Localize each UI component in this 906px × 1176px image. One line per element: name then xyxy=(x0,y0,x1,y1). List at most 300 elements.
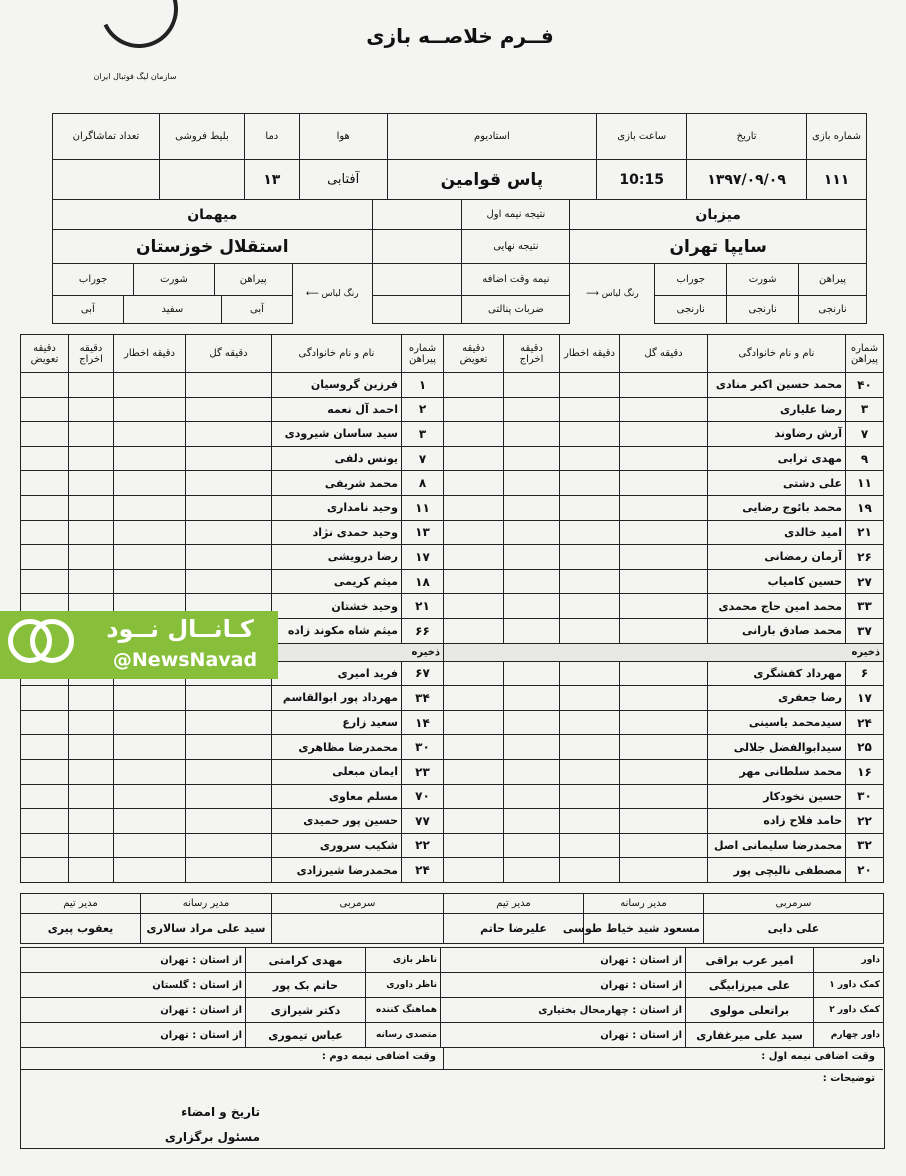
home-sub-cell xyxy=(444,710,504,735)
home-header-sendoff: دقیقه اخراج xyxy=(504,335,560,373)
home-player-name: رضا علیاری xyxy=(708,397,846,422)
player-row xyxy=(21,710,444,735)
home-sendoff-cell xyxy=(504,545,560,570)
official-role: متصدی رسانه xyxy=(366,1023,441,1048)
home-player-number: ۳ xyxy=(846,397,884,422)
away-warning-cell xyxy=(114,422,186,447)
home-player-name: مهرداد کفشگری xyxy=(708,661,846,686)
home-header-name: نام و نام خانوادگی xyxy=(708,335,846,373)
home-warning-cell xyxy=(560,569,620,594)
away-player-name: محمد شریفی xyxy=(272,471,402,496)
home-kit-shirt-value: نارنجی xyxy=(799,296,867,324)
away-goal-cell xyxy=(186,858,272,883)
from-province-label: از استان : xyxy=(192,1004,242,1016)
home-goal-cell xyxy=(620,833,708,858)
away-sendoff-cell xyxy=(69,686,114,711)
away-player-number: ۲ xyxy=(402,397,444,422)
home-sub-cell xyxy=(444,661,504,686)
away-goal-cell xyxy=(186,809,272,834)
home-player-name: محمدرضا سلیمانی اصل xyxy=(708,833,846,858)
away-kit-shorts-label: شورت xyxy=(134,264,215,295)
away-player-name: وحید نامداری xyxy=(272,495,402,520)
home-sub-cell xyxy=(444,422,504,447)
home-sendoff-cell xyxy=(504,495,560,520)
referee-province xyxy=(441,998,686,1023)
home-warning-cell xyxy=(560,471,620,496)
home-player-name: مهدی ترابی xyxy=(708,446,846,471)
away-sub-cell xyxy=(21,809,69,834)
home-sub-cell xyxy=(444,495,504,520)
value-stadium: پاس قوامین xyxy=(387,160,597,200)
sign-official: مسئول برگزاری xyxy=(164,1130,260,1144)
home-warning-cell xyxy=(560,446,620,471)
away-goal-cell xyxy=(186,520,272,545)
away-player-name: سعید زارع xyxy=(272,710,402,735)
away-warning-cell xyxy=(114,686,186,711)
home-warning-cell xyxy=(560,858,620,883)
label-weather: هوا xyxy=(299,114,387,160)
home-sendoff-cell xyxy=(504,422,560,447)
value-weather: آفتابی xyxy=(299,160,387,200)
home-sub-cell xyxy=(444,373,504,398)
home-label: میزبان xyxy=(570,200,867,230)
away-media: سید علی مراد سالاری xyxy=(141,914,272,944)
player-row xyxy=(21,446,444,471)
referee-row xyxy=(21,1023,884,1048)
result-final-value xyxy=(372,230,462,264)
referee-province xyxy=(441,973,686,998)
away-kit-shirt-value: آبی xyxy=(222,296,292,323)
home-goal-cell xyxy=(620,520,708,545)
home-sendoff-cell xyxy=(504,661,560,686)
watermark-banner xyxy=(0,611,278,679)
away-player-number: ۱۷ xyxy=(402,545,444,570)
referee-name: سید علی میرغفاری xyxy=(686,1023,814,1048)
home-warning-cell xyxy=(560,373,620,398)
player-row xyxy=(21,545,444,570)
home-players-table xyxy=(443,334,884,883)
home-player-name: رضا جعفری xyxy=(708,686,846,711)
extra-line xyxy=(20,1069,883,1070)
home-warning-cell xyxy=(560,661,620,686)
logo-caption: سازمان لیگ فوتبال ایران xyxy=(93,72,177,81)
home-sendoff-cell xyxy=(504,373,560,398)
away-player-name: محمدرضا شیرزادی xyxy=(272,858,402,883)
away-goal-cell xyxy=(186,784,272,809)
referee-row xyxy=(21,998,884,1023)
label-tickets: بلیط فروشی xyxy=(159,114,244,160)
away-player-number: ۱۱ xyxy=(402,495,444,520)
home-header-goal: دقیقه گل xyxy=(620,335,708,373)
staff-table xyxy=(20,893,884,944)
away-kit-headers xyxy=(53,264,293,296)
away-player-number: ۷ xyxy=(402,446,444,471)
referee-name: براتعلی مولوی xyxy=(686,998,814,1023)
away-player-name: مهرداد پور ابوالقاسم xyxy=(272,686,402,711)
home-sub-cell xyxy=(444,397,504,422)
extra-first-half: وقت اضافی نیمه اول : xyxy=(761,1051,875,1062)
referee-province xyxy=(441,1023,686,1048)
home-player-number: ۲۱ xyxy=(846,520,884,545)
home-player-number: ۷ xyxy=(846,422,884,447)
result-label-first-half: نتیجه نیمه اول xyxy=(462,200,570,230)
home-sub-cell xyxy=(444,759,504,784)
away-player-number: ۳۴ xyxy=(402,686,444,711)
away-goal-cell xyxy=(186,686,272,711)
away-header-sendoff: دقیقه اخراج xyxy=(69,335,114,373)
home-player-number: ۲۴ xyxy=(846,710,884,735)
away-team-name: استقلال خوزستان xyxy=(53,230,373,264)
home-player-number: ۱۷ xyxy=(846,686,884,711)
from-province-label: از استان : xyxy=(192,954,242,966)
from-province-label: از استان : xyxy=(192,979,242,991)
teams-table xyxy=(52,199,867,324)
home-sub-cell xyxy=(444,545,504,570)
away-label: میهمان xyxy=(53,200,373,230)
home-sendoff-cell xyxy=(504,471,560,496)
away-kit-label-text: رنگ لباس xyxy=(321,288,359,299)
home-player-number: ۲۷ xyxy=(846,569,884,594)
player-row xyxy=(444,735,884,760)
home-player-name: محمد امین حاج محمدی xyxy=(708,594,846,619)
value-time: 10:15 xyxy=(597,160,687,200)
away-player-number: ۱۴ xyxy=(402,710,444,735)
home-goal-cell xyxy=(620,594,708,619)
away-sub-cell xyxy=(21,520,69,545)
home-sendoff-cell xyxy=(504,594,560,619)
home-warning-cell xyxy=(560,397,620,422)
player-row xyxy=(444,710,884,735)
home-player-name: محمد سلطانی مهر xyxy=(708,759,846,784)
away-sub-cell xyxy=(21,569,69,594)
result-penalty-value xyxy=(372,296,462,324)
player-row xyxy=(21,759,444,784)
away-header-goal: دقیقه گل xyxy=(186,335,272,373)
away-sendoff-cell xyxy=(69,397,114,422)
home-kit-shorts-value: نارنجی xyxy=(727,296,799,324)
home-sub-cell xyxy=(444,618,504,643)
away-warning-cell xyxy=(114,446,186,471)
home-player-number: ۳۷ xyxy=(846,618,884,643)
home-warning-cell xyxy=(560,710,620,735)
official-province xyxy=(21,948,246,973)
away-warning-cell xyxy=(114,495,186,520)
official-role: ناظر بازی xyxy=(366,948,441,973)
match-info-table xyxy=(52,113,867,200)
away-sub-cell xyxy=(21,446,69,471)
away-player-name: میثم شاه مکوند زاده xyxy=(272,618,402,643)
away-goal-cell xyxy=(186,735,272,760)
referee-name: امیر عرب براقی xyxy=(686,948,814,973)
home-manager: علیرضا حاتم xyxy=(444,914,584,944)
away-player-number: ۲۴ xyxy=(402,858,444,883)
home-player-name: علی دشتی xyxy=(708,471,846,496)
home-sendoff-cell xyxy=(504,710,560,735)
away-sendoff-cell xyxy=(69,471,114,496)
home-sub-cell xyxy=(444,471,504,496)
player-row xyxy=(21,569,444,594)
player-row xyxy=(444,422,884,447)
player-row xyxy=(444,520,884,545)
watermark-ring-icon-2 xyxy=(30,619,74,663)
official-role: هماهنگ کننده xyxy=(366,998,441,1023)
away-player-number: ۱۸ xyxy=(402,569,444,594)
away-sub-cell xyxy=(21,833,69,858)
home-goal-cell xyxy=(620,735,708,760)
home-goal-cell xyxy=(620,618,708,643)
away-sendoff-cell xyxy=(69,569,114,594)
away-sendoff-cell xyxy=(69,809,114,834)
home-goal-cell xyxy=(620,686,708,711)
home-sendoff-cell xyxy=(504,759,560,784)
home-reserve-label: ذخیره xyxy=(444,643,884,661)
player-row xyxy=(21,858,444,883)
away-players-table xyxy=(20,334,444,883)
home-goal-cell xyxy=(620,471,708,496)
player-row xyxy=(444,545,884,570)
extra-second-half: وقت اضافی نیمه دوم : xyxy=(321,1051,436,1062)
home-player-name: آرمان رمضانی xyxy=(708,545,846,570)
away-manager: یعقوب پیری xyxy=(21,914,141,944)
official-role: ناظر داوری xyxy=(366,973,441,998)
result-extra-value xyxy=(372,264,462,296)
home-sendoff-cell xyxy=(504,735,560,760)
away-player-number: ۱ xyxy=(402,373,444,398)
result-label-extra: نیمه وقت اضافه xyxy=(462,264,570,296)
sign-date: تاریخ و امضاء xyxy=(181,1105,260,1119)
home-warning-cell xyxy=(560,759,620,784)
player-row xyxy=(444,594,884,619)
home-header-sub: دقیقه تعویض xyxy=(444,335,504,373)
away-warning-cell xyxy=(114,397,186,422)
player-row xyxy=(444,446,884,471)
referee-province xyxy=(441,948,686,973)
referee-row xyxy=(21,973,884,998)
home-player-name: سیدابوالفضل جلالی xyxy=(708,735,846,760)
home-player-number: ۴۰ xyxy=(846,373,884,398)
away-kit-shirt-label: پیراهن xyxy=(214,264,291,295)
away-player-number: ۶۷ xyxy=(402,661,444,686)
home-warning-cell xyxy=(560,618,620,643)
away-player-number: ۲۱ xyxy=(402,594,444,619)
home-kit-label xyxy=(570,264,655,324)
home-player-name: محمد صادق بارانی xyxy=(708,618,846,643)
home-sub-cell xyxy=(444,833,504,858)
away-header-name: نام و نام خانوادگی xyxy=(272,335,402,373)
home-sub-cell xyxy=(444,686,504,711)
away-player-number: ۳ xyxy=(402,422,444,447)
home-warning-cell xyxy=(560,594,620,619)
home-coach: علی دایی xyxy=(704,914,884,944)
value-date: ۱۳۹۷/۰۹/۰۹ xyxy=(687,160,807,200)
player-row xyxy=(21,495,444,520)
away-sub-cell xyxy=(21,735,69,760)
player-row xyxy=(21,422,444,447)
province-name: تهران xyxy=(160,954,189,966)
player-row xyxy=(444,784,884,809)
away-player-number: ۲۲ xyxy=(402,833,444,858)
away-goal-cell xyxy=(186,833,272,858)
away-media-label: مدیر رسانه xyxy=(141,894,272,914)
away-player-number: ۳۰ xyxy=(402,735,444,760)
away-sendoff-cell xyxy=(69,446,114,471)
away-sub-cell xyxy=(21,784,69,809)
province-name: تهران xyxy=(600,954,629,966)
form-title: فــرم خلاصــه بازی xyxy=(366,24,554,48)
player-row xyxy=(444,569,884,594)
from-province-label: از استان : xyxy=(632,979,682,991)
home-player-name: سیدمحمد یاسینی xyxy=(708,710,846,735)
away-player-number: ۷۰ xyxy=(402,784,444,809)
home-warning-cell xyxy=(560,833,620,858)
away-sub-cell xyxy=(21,545,69,570)
home-player-number: ۹ xyxy=(846,446,884,471)
away-sub-cell xyxy=(21,495,69,520)
away-warning-cell xyxy=(114,545,186,570)
home-coach-label: سرمربی xyxy=(704,894,884,914)
result-label-final: نتیجه نهایی xyxy=(462,230,570,264)
home-sub-cell xyxy=(444,446,504,471)
away-goal-cell xyxy=(186,446,272,471)
referee-role: داور چهارم xyxy=(814,1023,884,1048)
away-goal-cell xyxy=(186,422,272,447)
watermark-handle: @NewsNavad xyxy=(112,649,258,671)
home-player-name: مصطفی نالیچی پور xyxy=(708,858,846,883)
player-row xyxy=(444,618,884,643)
away-warning-cell xyxy=(114,858,186,883)
home-goal-cell xyxy=(620,446,708,471)
away-sendoff-cell xyxy=(69,422,114,447)
away-sendoff-cell xyxy=(69,759,114,784)
official-province xyxy=(21,998,246,1023)
label-game-no: شماره بازی xyxy=(807,114,867,160)
home-player-number: ۳۰ xyxy=(846,784,884,809)
away-player-name: حسین پور حمیدی xyxy=(272,809,402,834)
away-kit-shorts-value: سفید xyxy=(123,296,222,323)
away-goal-cell xyxy=(186,373,272,398)
away-sendoff-cell xyxy=(69,858,114,883)
home-player-name: حسین کامیاب xyxy=(708,569,846,594)
home-goal-cell xyxy=(620,373,708,398)
home-sub-cell xyxy=(444,569,504,594)
from-province-label: از استان : xyxy=(632,1029,682,1041)
logo-swirl-icon xyxy=(89,0,189,59)
label-time: ساعت بازی xyxy=(597,114,687,160)
away-warning-cell xyxy=(114,710,186,735)
away-player-name: محمدرضا مظاهری xyxy=(272,735,402,760)
home-warning-cell xyxy=(560,422,620,447)
away-goal-cell xyxy=(186,545,272,570)
away-coach xyxy=(272,914,444,944)
arrow-left-icon: ⟵ xyxy=(305,288,319,299)
home-player-number: ۲۲ xyxy=(846,809,884,834)
away-player-number: ۷۷ xyxy=(402,809,444,834)
home-warning-cell xyxy=(560,545,620,570)
away-sub-cell xyxy=(21,858,69,883)
player-row xyxy=(444,833,884,858)
away-warning-cell xyxy=(114,809,186,834)
player-row xyxy=(21,373,444,398)
player-row xyxy=(444,373,884,398)
away-sub-cell xyxy=(21,471,69,496)
value-temp: ۱۳ xyxy=(244,160,299,200)
home-goal-cell xyxy=(620,858,708,883)
player-row xyxy=(444,661,884,686)
official-province xyxy=(21,1023,246,1048)
away-goal-cell xyxy=(186,397,272,422)
province-name: تهران xyxy=(600,1029,629,1041)
home-team-name: سایپا تهران xyxy=(570,230,867,264)
away-goal-cell xyxy=(186,759,272,784)
value-tickets xyxy=(159,160,244,200)
result-label-penalty: ضربات پنالتی xyxy=(462,296,570,324)
home-kit-socks-value: نارنجی xyxy=(655,296,727,324)
away-player-name: یونس دلفی xyxy=(272,446,402,471)
away-kit-socks-value: آبی xyxy=(80,304,95,315)
away-kit-label xyxy=(292,264,372,324)
home-player-name: امید خالدی xyxy=(708,520,846,545)
from-province-label: از استان : xyxy=(632,954,682,966)
home-player-name: آرش رضاوند xyxy=(708,422,846,447)
referee-role: داور xyxy=(814,948,884,973)
home-warning-cell xyxy=(560,686,620,711)
player-row xyxy=(21,686,444,711)
home-sub-cell xyxy=(444,735,504,760)
player-row xyxy=(444,495,884,520)
home-sendoff-cell xyxy=(504,618,560,643)
player-row xyxy=(444,759,884,784)
away-player-name: احمد آل نعمه xyxy=(272,397,402,422)
home-manager-label: مدیر تیم xyxy=(444,894,584,914)
home-goal-cell xyxy=(620,397,708,422)
away-sendoff-cell xyxy=(69,735,114,760)
home-sendoff-cell xyxy=(504,397,560,422)
official-name: دکتر شیرازی xyxy=(246,998,366,1023)
away-player-name: میثم کریمی xyxy=(272,569,402,594)
home-warning-cell xyxy=(560,809,620,834)
player-row xyxy=(444,397,884,422)
away-reserve-label: ذخیره xyxy=(21,643,444,661)
referee-role: کمک داور ۱ xyxy=(814,973,884,998)
away-player-name: مسلم معاوی xyxy=(272,784,402,809)
away-player-name: رضا درویشی xyxy=(272,545,402,570)
home-warning-cell xyxy=(560,520,620,545)
away-player-name: شکیب سروری xyxy=(272,833,402,858)
home-goal-cell xyxy=(620,710,708,735)
province-name: گلستان xyxy=(152,979,189,991)
home-kit-shirt-label: پیراهن xyxy=(799,264,867,296)
away-sendoff-cell xyxy=(69,373,114,398)
home-goal-cell xyxy=(620,784,708,809)
player-row xyxy=(21,397,444,422)
home-player-name: محمد بائوج رضایی xyxy=(708,495,846,520)
home-goal-cell xyxy=(620,569,708,594)
away-manager-label: مدیر تیم xyxy=(21,894,141,914)
away-kit-values xyxy=(53,296,293,324)
away-sendoff-cell xyxy=(69,520,114,545)
province-name: تهران xyxy=(160,1004,189,1016)
away-sub-cell xyxy=(21,397,69,422)
home-header-warning: دقیقه اخطار xyxy=(560,335,620,373)
away-player-number: ۸ xyxy=(402,471,444,496)
home-sub-cell xyxy=(444,809,504,834)
away-sub-cell xyxy=(21,759,69,784)
home-sendoff-cell xyxy=(504,809,560,834)
arrow-right-icon: ⟶ xyxy=(585,288,599,299)
home-header-number: شماره پیراهن xyxy=(846,335,884,373)
home-sub-cell xyxy=(444,858,504,883)
home-sub-cell xyxy=(444,520,504,545)
